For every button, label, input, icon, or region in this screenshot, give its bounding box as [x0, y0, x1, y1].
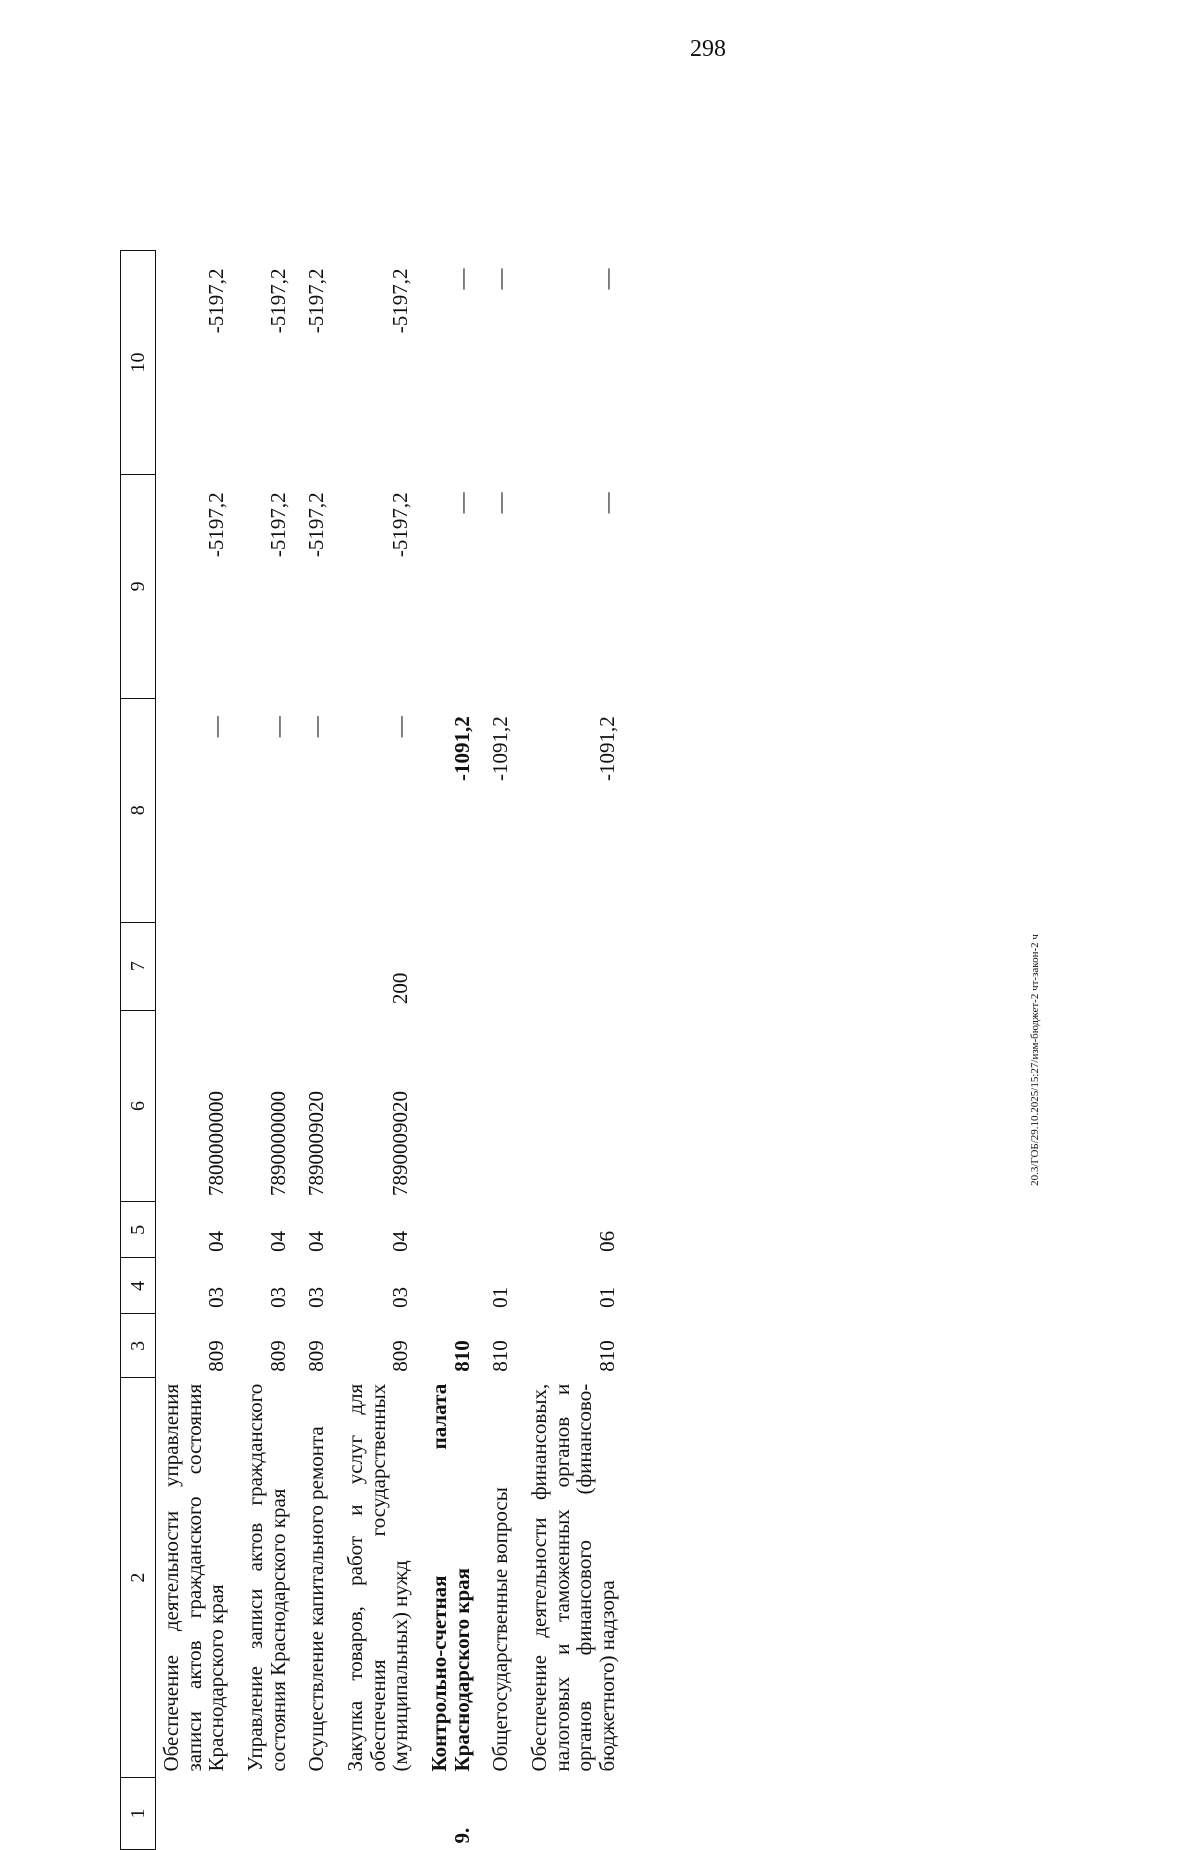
cell-c8: — [388, 716, 413, 738]
row-name: Общегосударственные вопросы [488, 1487, 513, 1772]
cell-c5 [414, 1202, 475, 1258]
row-index [230, 1778, 291, 1850]
cell-c4: 03 [388, 1286, 413, 1308]
cell-c4: 03 [304, 1286, 329, 1308]
row-index: 9. [449, 1827, 474, 1844]
cell-c3: 810 [449, 1340, 474, 1372]
cell-c10: — [449, 268, 474, 290]
cell-c3: 809 [388, 1340, 413, 1372]
cell-c5: 04 [388, 1230, 413, 1252]
row-name: Управление записи актов гражданского состояния Краснодарского края [243, 1383, 290, 1772]
table-row [156, 251, 231, 1850]
cell-c10: -5197,2 [265, 268, 290, 334]
cell-c5: 04 [265, 1230, 290, 1252]
cell-c6: 7890009020 [304, 1090, 329, 1196]
col-header-6: 6 [121, 1010, 156, 1202]
row-name: Закупка товаров, работ и услуг для обеспечения государственных (муниципальных) нужд [343, 1383, 413, 1772]
cell-c4 [414, 1258, 475, 1314]
cell-c7 [475, 922, 514, 1010]
table-row [330, 251, 414, 1850]
cell-c7 [291, 922, 330, 1010]
col-header-4: 4 [121, 1258, 156, 1314]
col-header-2: 2 [121, 1378, 156, 1778]
col-header-7: 7 [121, 922, 156, 1010]
cell-c10: — [595, 268, 620, 290]
cell-c9: — [449, 492, 474, 514]
cell-c3: 810 [488, 1340, 513, 1372]
cell-c5: 04 [204, 1230, 229, 1252]
row-index [291, 1778, 330, 1850]
cell-c6 [475, 1010, 514, 1202]
rotated-table-container [120, 250, 1120, 1850]
cell-c3: 809 [265, 1340, 290, 1372]
cell-c6: 7800000000 [204, 1090, 229, 1196]
cell-c8: -1091,2 [595, 716, 620, 782]
cell-c8: -1091,2 [449, 716, 474, 782]
table-row [230, 251, 291, 1850]
cell-c8: -1091,2 [488, 716, 513, 782]
cell-c10: — [488, 268, 513, 290]
cell-c6 [514, 1010, 621, 1202]
table-row [291, 251, 330, 1850]
col-header-8: 8 [121, 698, 156, 922]
cell-c7 [156, 922, 231, 1010]
cell-c9: -5197,2 [388, 492, 413, 558]
cell-c6: 7890009020 [388, 1090, 413, 1196]
cell-c9: -5197,2 [204, 492, 229, 558]
col-header-3: 3 [121, 1314, 156, 1378]
cell-c9: -5197,2 [265, 492, 290, 558]
page-number: 298 [690, 36, 726, 62]
row-name: Обеспечение деятельности финансовых, налоговых и таможенных органов и органов финансового (финансово-бюджетного) надзора [527, 1383, 620, 1772]
cell-c4: 03 [265, 1286, 290, 1308]
cell-c7 [514, 922, 621, 1010]
cell-c9: — [595, 492, 620, 514]
cell-c9: — [488, 492, 513, 514]
cell-c9: -5197,2 [304, 492, 329, 558]
cell-c7: 200 [388, 972, 413, 1005]
cell-c5 [475, 1202, 514, 1258]
col-header-1: 1 [121, 1778, 156, 1850]
cell-c6 [414, 1010, 475, 1202]
cell-c4: 01 [595, 1286, 620, 1308]
cell-c5: 06 [595, 1230, 620, 1252]
row-name: Контрольно-счетная палата Краснодарского края [427, 1383, 474, 1772]
document-footer-code: 20.3/ГОБ/29.10.2025/15:27/изм-бюджет-2 чт-закон-2 ч [1029, 934, 1041, 1186]
row-index [475, 1778, 514, 1850]
row-name: Осуществление капитального ремонта [304, 1426, 329, 1772]
cell-c8: — [204, 716, 229, 738]
col-header-5: 5 [121, 1202, 156, 1258]
cell-c3: 809 [304, 1340, 329, 1372]
header-row [121, 251, 156, 1850]
table-row [514, 251, 621, 1850]
cell-c8: — [304, 716, 329, 738]
budget-table [120, 250, 621, 1850]
row-index [514, 1778, 621, 1850]
cell-c7 [230, 922, 291, 1010]
cell-c5: 04 [304, 1230, 329, 1252]
cell-c10: -5197,2 [388, 268, 413, 334]
cell-c8: — [265, 716, 290, 738]
cell-c3: 810 [595, 1340, 620, 1372]
cell-c6: 7890000000 [265, 1090, 290, 1196]
cell-c4: 01 [488, 1286, 513, 1308]
col-header-10: 10 [121, 251, 156, 475]
row-index [156, 1778, 231, 1850]
col-header-9: 9 [121, 474, 156, 698]
cell-c10: -5197,2 [204, 268, 229, 334]
cell-c10: -5197,2 [304, 268, 329, 334]
table-row [475, 251, 514, 1850]
cell-c4: 03 [204, 1286, 229, 1308]
row-index [330, 1778, 414, 1850]
cell-c7 [414, 922, 475, 1010]
row-name: Обеспечение деятельности управления записи актов гражданского состояния Краснодарского края [159, 1383, 229, 1772]
cell-c3: 809 [204, 1340, 229, 1372]
table-row-section [414, 251, 475, 1850]
